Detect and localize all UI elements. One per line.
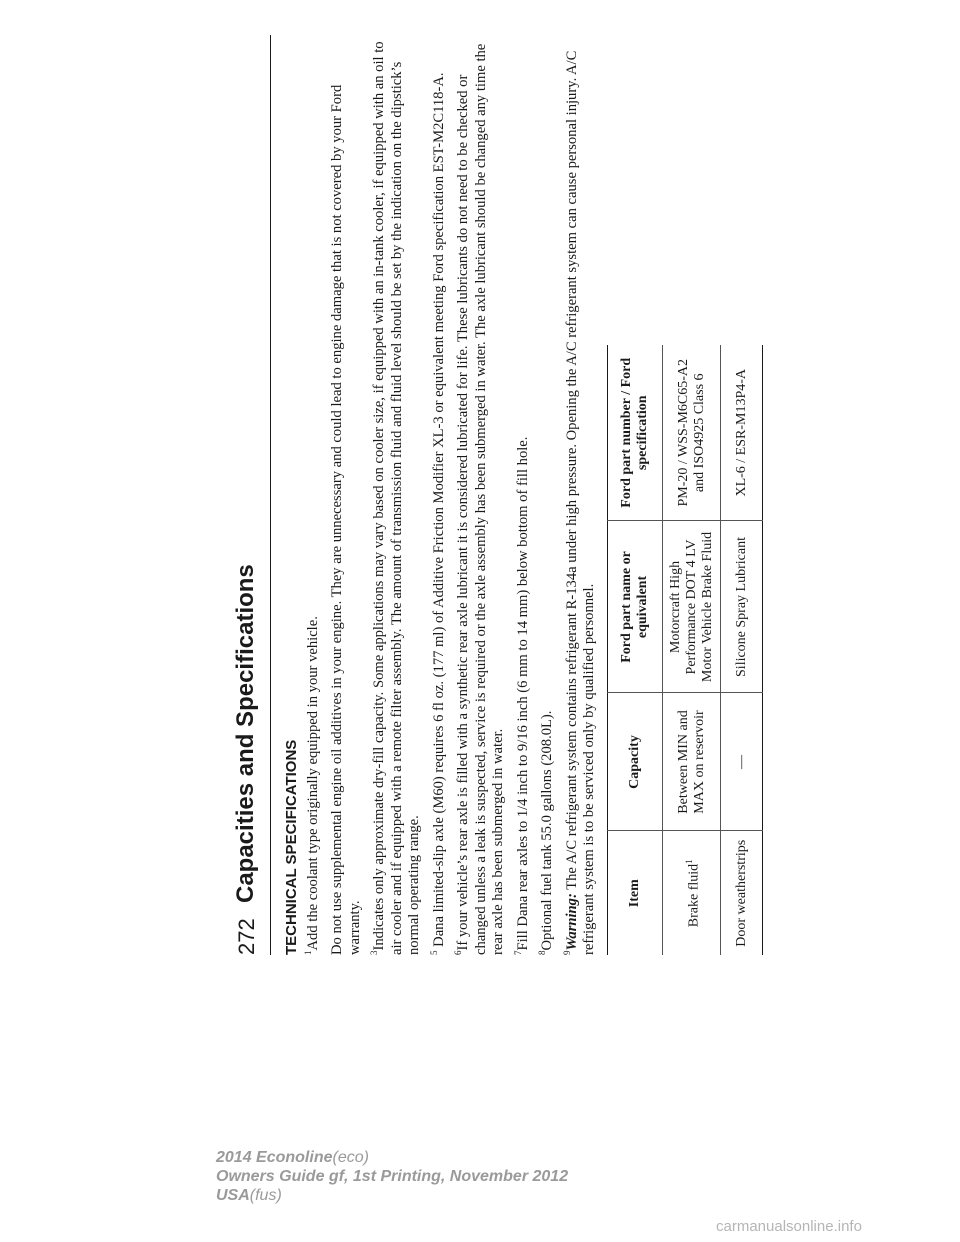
- table-header-row: [608, 345, 663, 955]
- cell-part-number: PM-20 / WSS-M6C65-A2 and ISO4925 Class 6: [675, 358, 707, 507]
- column-header-capacity: Capacity: [608, 693, 663, 831]
- footer-line-1: 2014 Econoline(eco): [216, 1149, 369, 1166]
- specifications-table: [607, 345, 763, 955]
- cell-part-name: Motorcraft High Performance DOT 4 LV Motor Vehicle Brake Fluid: [663, 521, 721, 693]
- footnote-8: $^8$Optional fuel tank 55.0 gallons (208.0L).: [537, 710, 555, 955]
- table-row: [663, 345, 721, 955]
- page-number: 272: [234, 918, 259, 955]
- footnote-3: $^3$Indicates only approximate dry-fill capacity. Some applications may vary based on cooler size, if equipped with an in-tank cooler, if equipped with an oil to air cooler and if equipped with a remote filter assembly. The amount of transmission fluid and fluid level should be set by the indication on the dipstick’s normal operating range.: [369, 41, 422, 955]
- cell-part-name: Silicone Spray Lubricant: [721, 521, 763, 693]
- rotated-page: [230, 35, 790, 955]
- footer-line-2: Owners Guide gf, 1st Printing, November 2012: [216, 1168, 569, 1185]
- cell-item: Brake fluid$^1$: [663, 831, 721, 955]
- footnote-9-warning: $^9$Warning: The A/C refrigerant system contains refrigerant R-134a under high pressure. Opening the A/C refrigerant system can cause personal injury. A/C refrigerant system is to be serviced only by qualified personnel.: [561, 50, 597, 955]
- cell-capacity: —: [721, 693, 763, 831]
- footnote-oil-additives: Do not use supplemental engine oil additives in your engine. They are unnecessary and could lead to engine damage that is not covered by your Ford warranty.: [329, 84, 363, 955]
- section-title: Capacities and Specifications: [232, 564, 259, 903]
- page-header: [230, 35, 271, 955]
- footnote-6: $^6$If your vehicle’s rear axle is filled with a synthetic rear axle lubricant it is considered lubricated for life. These lubricants do not need to be checked or changed unless a leak is suspected, service is required or the axle assembly has been submerged in water. The axle lubricant should be changed any time the rear axle has been submerged in water.: [453, 43, 506, 955]
- document-footer: [216, 1148, 568, 1205]
- column-header-part-name: Ford part name or equivalent: [608, 521, 663, 693]
- footnote-5: $^5$ Dana limited-slip axle (M60) requires 6 fl oz. (177 ml) of Additive Friction Modifier XL-3 or equivalent meeting Ford specification EST-M2C118-A.: [428, 72, 447, 955]
- footer-line-3: USA(fus): [216, 1187, 282, 1204]
- warning-label: Warning:: [563, 893, 580, 951]
- cell-capacity: Between MIN and MAX on reservoir: [663, 693, 721, 831]
- column-header-item: Item: [608, 831, 663, 955]
- footnote-7: $^7$Fill Dana rear axles to 1/4 inch to 9/16 inch (6 mm to 14 mm) below bottom of fill hole.: [512, 436, 531, 955]
- spec-content: [283, 35, 606, 955]
- cell-item: Door weatherstrips: [721, 831, 763, 955]
- footnote-1: $^1$Add the coolant type originally equipped in your vehicle.: [302, 616, 321, 955]
- watermark: carmanualsonline.info: [716, 1218, 862, 1235]
- table-row: [721, 345, 763, 955]
- column-header-part-number: Ford part number / Ford specification: [608, 345, 663, 521]
- technical-specifications-heading: TECHNICAL SPECIFICATIONS: [283, 739, 300, 955]
- cell-part-number: XL-6 / ESR-M13P4-A: [733, 368, 749, 497]
